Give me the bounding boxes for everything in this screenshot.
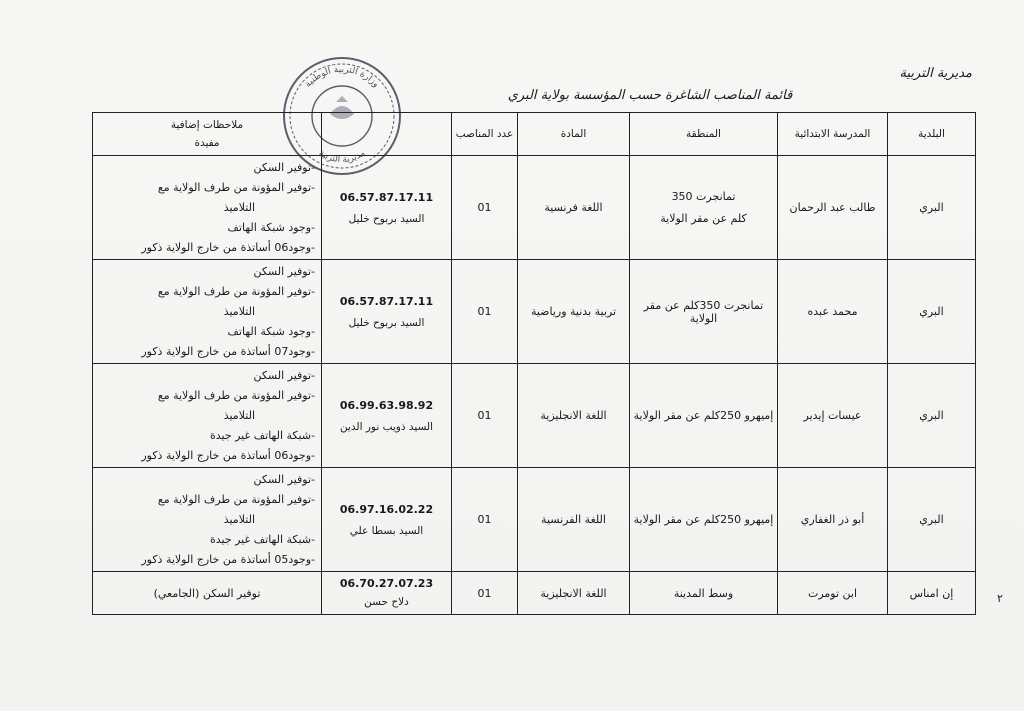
contact-phone: 06.97.16.02.22: [339, 502, 434, 516]
cell-subject: اللغة فرنسية: [518, 156, 630, 260]
stamp-bottom-text: مديرية التربية: [316, 148, 368, 166]
area-line: تمانجرت 350: [671, 189, 736, 203]
cell-count: 01: [452, 572, 518, 615]
cell-school: محمد عبده: [778, 260, 888, 364]
vacancies-table: [92, 112, 976, 615]
note-line: التلاميذ: [223, 200, 255, 214]
cell-area: [630, 364, 778, 468]
table-row: [93, 468, 976, 572]
cell-area: [630, 260, 778, 364]
note-line: -شبكة الهاتف غير جيدة: [209, 428, 315, 442]
note-line: -وجود07 أساتذة من خارج الولاية ذكور: [141, 344, 315, 358]
margin-mark: ٢: [997, 592, 1003, 605]
table-row: [93, 364, 976, 468]
document-title: قائمة المناصب الشاغرة حسب المؤسسة بولاية البري: [507, 88, 793, 103]
cell-contact: [322, 468, 452, 572]
area-line: وسط المدينة: [673, 586, 734, 600]
cell-municipality: إن امناس: [888, 572, 976, 615]
cell-subject: اللغة الانجليزية: [518, 572, 630, 615]
header-contact: [322, 113, 452, 156]
table-row: [93, 260, 976, 364]
cell-municipality: البري: [888, 468, 976, 572]
contact-phone: 06.57.87.17.11: [339, 190, 434, 204]
cell-contact: [322, 260, 452, 364]
cell-municipality: البري: [888, 364, 976, 468]
note-line: التلاميذ: [223, 512, 255, 526]
header-notes-sub: مفيدة: [194, 137, 220, 149]
cell-municipality: البري: [888, 156, 976, 260]
note-line: توفير السكن (الجامعي): [153, 586, 261, 600]
header-count: عدد المناصب: [452, 113, 518, 156]
stamp-top-text: وزارة التربية الوطنية: [303, 64, 381, 90]
cell-notes: [93, 572, 322, 615]
contact-name: السيد بسطا علي: [349, 524, 424, 537]
cell-notes: [93, 260, 322, 364]
cell-school: أبو ذر الغفاري: [778, 468, 888, 572]
cell-subject: اللغة الفرنسية: [518, 468, 630, 572]
table-row: [93, 156, 976, 260]
cell-count: 01: [452, 364, 518, 468]
header-area: المنطقة: [630, 113, 778, 156]
cell-notes: [93, 364, 322, 468]
note-line: -وجود06 أساتذة من خارج الولاية ذكور: [141, 240, 315, 254]
directorate-label: مديرية التربية: [899, 66, 972, 81]
note-line: -توفير المؤونة من طرف الولاية مع: [157, 388, 315, 402]
note-line: -وجود شبكة الهاتف: [227, 324, 315, 338]
note-line: -توفير السكن: [253, 264, 315, 278]
note-line: -وجود05 أساتذة من خارج الولاية ذكور: [141, 552, 315, 566]
area-line: كلم عن مقر الولاية: [660, 211, 747, 225]
note-line: -وجود شبكة الهاتف: [227, 220, 315, 234]
area-line: تمانجرت 350كلم عن مقر الولاية: [643, 298, 764, 325]
cell-municipality: البري: [888, 260, 976, 364]
contact-name: السيد بربوح خليل: [348, 212, 425, 225]
cell-area: [630, 468, 778, 572]
cell-school: عيسات إيدير: [778, 364, 888, 468]
note-line: -توفير المؤونة من طرف الولاية مع: [157, 284, 315, 298]
note-line: التلاميذ: [223, 408, 255, 422]
header-notes-title: ملاحظات إضافية: [170, 119, 244, 131]
note-line: التلاميذ: [223, 304, 255, 318]
area-line: إميهرو 250كلم عن مقر الولاية: [633, 409, 774, 422]
table-header-row: [93, 113, 976, 156]
cell-school: طالب عبد الرحمان: [778, 156, 888, 260]
cell-contact: [322, 156, 452, 260]
cell-notes: [93, 468, 322, 572]
cell-subject: تربية بدنية ورياضية: [518, 260, 630, 364]
header-municipality: البلدية: [888, 113, 976, 156]
cell-notes: [93, 156, 322, 260]
cell-contact: [322, 364, 452, 468]
contact-name: السيد بربوح خليل: [348, 316, 425, 329]
header-notes: [93, 113, 322, 156]
contact-name: السيد ذويب نور الدين: [339, 420, 434, 433]
cell-count: 01: [452, 260, 518, 364]
contact-name: دلاح حسن: [364, 596, 409, 608]
header-school: المدرسة الابتدائية: [778, 113, 888, 156]
note-line: -توفير السكن: [253, 472, 315, 486]
note-line: -شبكة الهاتف غير جيدة: [209, 532, 315, 546]
note-line: -توفير المؤونة من طرف الولاية مع: [157, 492, 315, 506]
cell-contact: [322, 572, 452, 615]
note-line: -وجود06 أساتذة من خارج الولاية ذكور: [141, 448, 315, 462]
cell-count: 01: [452, 156, 518, 260]
contact-phone: 06.57.87.17.11: [339, 294, 434, 308]
cell-school: ابن تومرت: [778, 572, 888, 615]
note-line: -توفير السكن: [253, 160, 315, 174]
table-row: [93, 572, 976, 615]
cell-area: [630, 572, 778, 615]
contact-phone: 06.70.27.07.23: [339, 577, 434, 590]
cell-count: 01: [452, 468, 518, 572]
contact-phone: 06.99.63.98.92: [339, 398, 434, 412]
note-line: -توفير السكن: [253, 368, 315, 382]
note-line: -توفير المؤونة من طرف الولاية مع: [157, 180, 315, 194]
cell-area: [630, 156, 778, 260]
cell-subject: اللغة الانجليزية: [518, 364, 630, 468]
area-line: إميهرو 250كلم عن مقر الولاية: [633, 513, 774, 526]
header-subject: المادة: [518, 113, 630, 156]
